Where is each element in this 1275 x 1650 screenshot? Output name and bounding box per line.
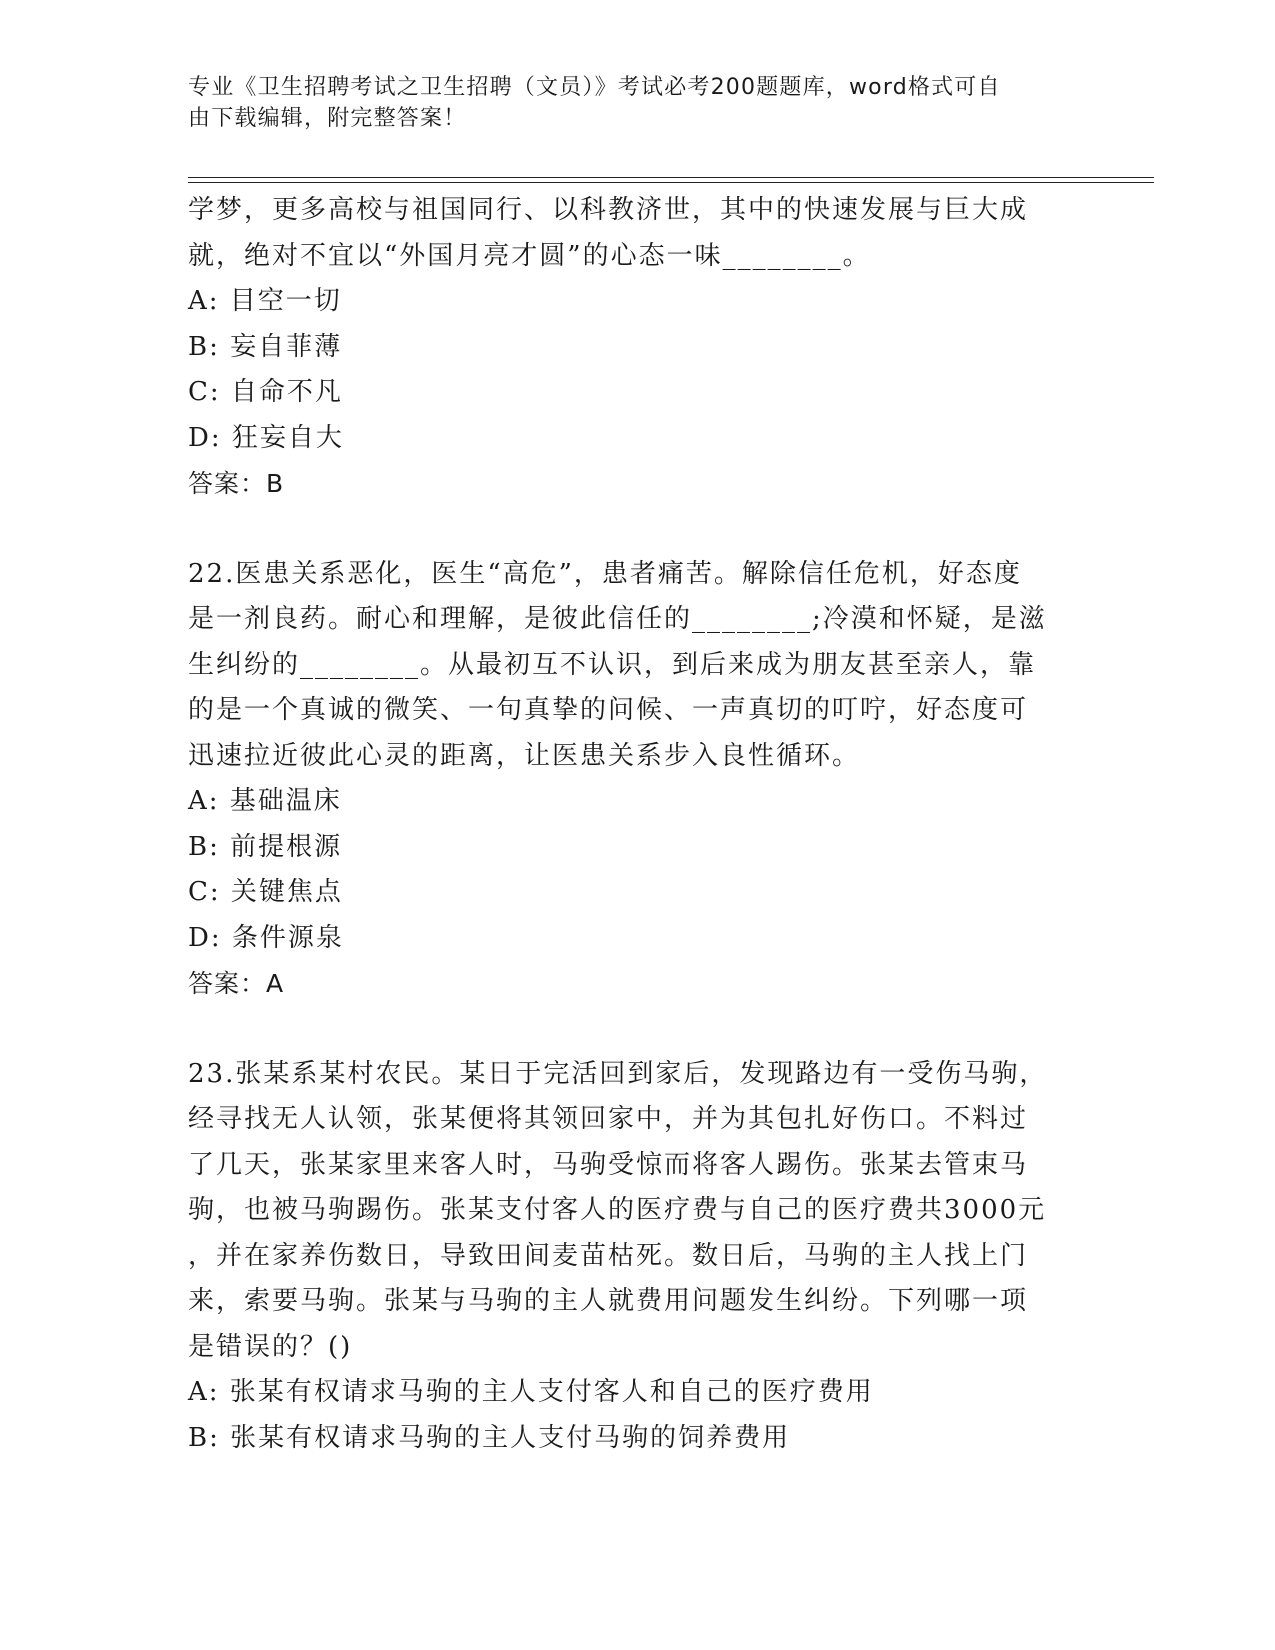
question-23-stem-line-2: 经寻找无人认领，张某便将其领回家中，并为其包扎好伤口。不料过: [188, 1104, 1029, 1134]
question-21-stem-line-1: 学梦，更多高校与祖国同行、以科教济世，其中的快速发展与巨大成: [188, 195, 1029, 225]
question-spacer: [188, 1007, 1088, 1052]
question-22-stem-line-3: 生纠纷的________。从最初互不认识，到后来成为朋友甚至亲人，靠: [188, 649, 1037, 680]
question-21-option-b: B: 妄自菲薄: [188, 331, 343, 362]
question-spacer: [188, 507, 1088, 552]
question-22-stem-line-4: 的是一个真诚的微笑、一句真挚的问候、一声真切的叮咛，好态度可: [188, 695, 1029, 725]
question-21-stem-line-2: 就，绝对不宜以“外国月亮才圆”的心态一味________。: [188, 240, 871, 271]
question-22-stem-line-2: 是一剂良药。耐心和理解，是彼此信任的________;冷漠和怀疑，是滋: [188, 604, 1047, 634]
header-divider-top: [188, 177, 1154, 178]
question-22-stem-line-1: 22.医患关系恶化，医生“高危”，患者痛苦。解除信任危机，好态度: [188, 558, 1022, 589]
question-23: [188, 1052, 1088, 1462]
document-header: [188, 72, 1088, 134]
question-22-option-d: D: 条件源泉: [188, 922, 344, 953]
question-21: [188, 188, 1088, 507]
question-content: [188, 188, 1088, 1461]
question-23-stem-line-3: 了几天，张某家里来客人时，马驹受惊而将客人踢伤。张某去管束马: [188, 1149, 1029, 1180]
question-21-option-d: D: 狂妄自大: [188, 422, 344, 453]
header-title-line-1: 专业《卫生招聘考试之卫生招聘（文员）》考试必考200题题库，word格式可自: [188, 75, 1001, 100]
question-22-answer: 答案：A: [188, 969, 285, 998]
question-23-stem-line-7: 是错误的？(): [188, 1331, 353, 1362]
question-23-stem-line-4: 驹，也被马驹踢伤。张某支付客人的医疗费与自己的医疗费共3000元: [188, 1195, 1047, 1225]
question-23-option-b: B: 张某有权请求马驹的主人支付马驹的饲养费用: [188, 1422, 791, 1453]
header-title-line-2: 由下载编辑，附完整答案！: [188, 106, 467, 131]
question-23-stem-line-6: 来，索要马驹。张某与马驹的主人就费用问题发生纠纷。下列哪一项: [188, 1286, 1029, 1316]
question-22-stem-line-5: 迅速拉近彼此心灵的距离，让医患关系步入良性循环。: [188, 740, 861, 771]
question-22-option-c: C: 关键焦点: [188, 877, 343, 907]
question-21-answer: 答案：B: [188, 469, 285, 498]
question-21-option-a: A: 目空一切: [188, 286, 342, 316]
question-23-stem-line-5: ，并在家养伤数日，导致田间麦苗枯死。数日后，马驹的主人找上门: [188, 1240, 1029, 1271]
question-23-option-a: A: 张某有权请求马驹的主人支付客人和自己的医疗费用: [188, 1377, 874, 1407]
question-22-option-b: B: 前提根源: [188, 831, 343, 862]
question-22: [188, 552, 1088, 1007]
question-23-stem-line-1: 23.张某系某村农民。某日于完活回到家后，发现路边有一受伤马驹，: [188, 1058, 1048, 1089]
header-divider-bottom: [188, 182, 1154, 183]
question-21-option-c: C: 自命不凡: [188, 377, 343, 407]
question-22-option-a: A: 基础温床: [188, 786, 342, 816]
